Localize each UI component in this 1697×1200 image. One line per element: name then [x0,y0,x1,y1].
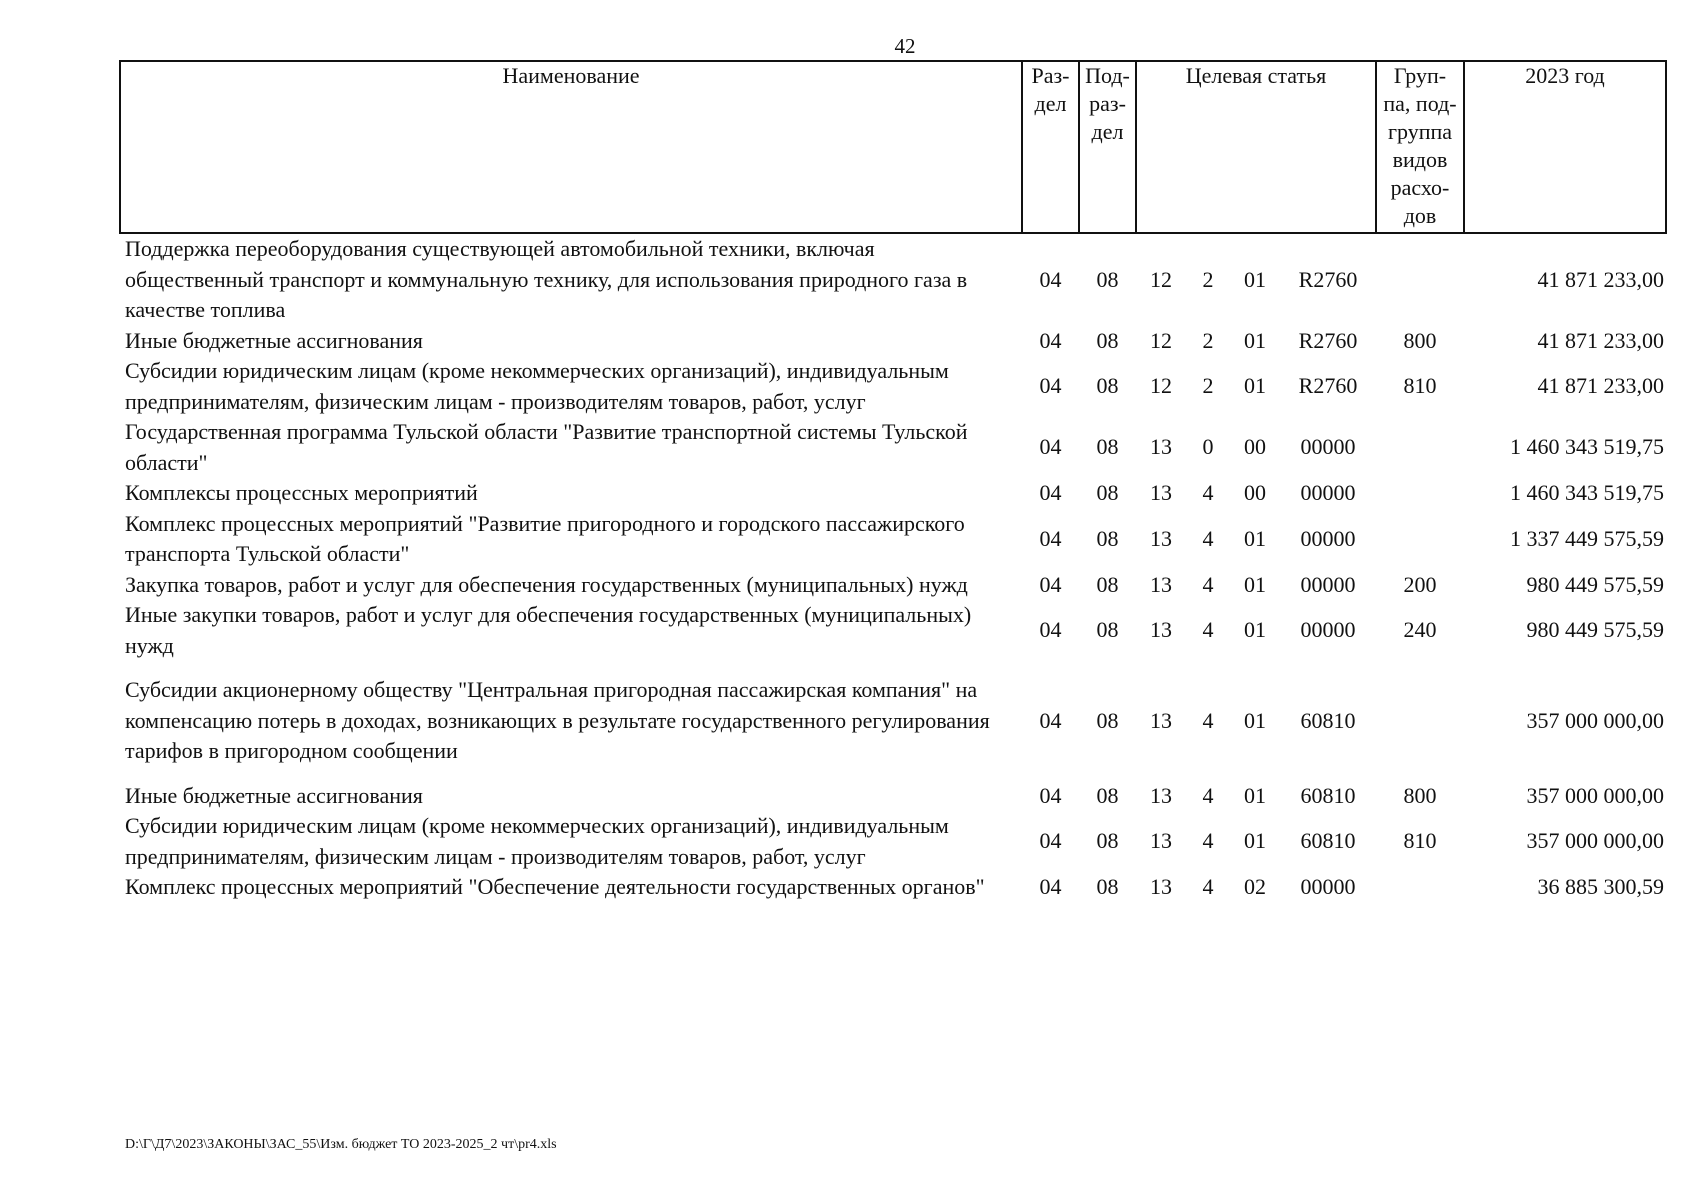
row-razdel: 04 [1039,266,1062,292]
row-podrazdel: 08 [1096,373,1119,399]
row-target-program: 13 [1150,707,1172,733]
row-podrazdel: 08 [1096,617,1119,643]
row-razdel: 04 [1039,707,1062,733]
row-expense-group: 200 [1403,571,1437,597]
row-target-program: 13 [1150,617,1172,643]
row-razdel: 04 [1039,480,1062,505]
row-podrazdel: 08 [1096,434,1119,460]
row-target-type: 0 [1202,434,1214,460]
row-amount: 41 871 233,00 [1537,327,1664,353]
row-podrazdel: 08 [1096,874,1119,899]
row-target-direction: 60810 [1300,707,1356,733]
header-podrazdel: Под- раз- дел [1079,61,1136,233]
row-target-structural: 00 [1244,434,1266,460]
row-expense-group: 800 [1403,327,1437,353]
row-razdel: 04 [1039,617,1062,643]
row-target-type: 2 [1202,266,1214,292]
row-amount: 357 000 000,00 [1526,782,1664,808]
row-amount: 41 871 233,00 [1537,373,1664,399]
row-target-type: 4 [1202,707,1214,733]
row-target-type: 2 [1202,327,1214,353]
table-body [120,233,1666,903]
row-name: Комплекс процессных мероприятий "Развитие пригородного и городского пассажирского транспорта Тульской области" [125,510,965,566]
row-target-direction: R2760 [1298,266,1358,292]
row-target-type: 4 [1202,828,1214,854]
row-amount: 41 871 233,00 [1537,266,1664,292]
row-target-structural: 01 [1244,707,1266,733]
row-expense-group: 800 [1403,782,1437,808]
row-target-structural: 01 [1244,327,1266,353]
row-target-structural: 01 [1244,828,1266,854]
row-target-type: 4 [1202,782,1214,808]
row-podrazdel: 08 [1096,571,1119,597]
table-row [120,356,1666,417]
row-razdel: 04 [1039,327,1062,353]
row-target-program: 13 [1150,828,1172,854]
row-podrazdel: 08 [1096,525,1119,551]
row-target-program: 12 [1150,266,1172,292]
row-podrazdel: 08 [1096,828,1119,854]
row-podrazdel: 08 [1096,327,1119,353]
row-target-direction: 00000 [1300,617,1356,643]
row-target-program: 12 [1150,373,1172,399]
row-target-program: 13 [1150,480,1172,505]
row-name: Поддержка переоборудования существующей автомобильной техники, включая общественный транспорт и коммунальную технику, для использования природного газа в качестве топлива [125,236,968,322]
row-target-direction: 00000 [1300,434,1356,460]
table-row [120,570,1666,601]
row-target-structural: 02 [1244,874,1266,899]
header-year-2023: 2023 год [1464,61,1666,233]
row-target-program: 13 [1150,525,1172,551]
table-row [120,811,1666,872]
table-row [120,600,1666,661]
row-target-structural: 01 [1244,525,1266,551]
row-target-direction: 00000 [1300,525,1356,551]
row-name: Государственная программа Тульской области "Развитие транспортной системы Тульской области" [125,419,968,475]
table-row [120,233,1666,326]
row-amount: 1 460 343 519,75 [1510,480,1664,505]
row-podrazdel: 08 [1096,707,1119,733]
row-podrazdel: 08 [1096,266,1119,292]
row-target-structural: 01 [1244,617,1266,643]
row-name: Субсидии акционерному обществу "Центральная пригородная пассажирская компания" на компенсацию потерь в доходах, возникающих в результате государственного регулирования тарифов в пригородном сообщении [125,677,990,763]
row-name: Субсидии юридическим лицам (кроме некоммерческих организаций), индивидуальным предпринимателям, физическим лицам - производителям товаров, работ, услуг [125,813,949,869]
row-target-program: 13 [1150,874,1172,899]
row-name: Комплексы процессных мероприятий [125,480,478,505]
row-target-direction: R2760 [1298,373,1358,399]
table-row [120,781,1666,812]
row-razdel: 04 [1039,525,1062,551]
row-expense-group: 240 [1403,617,1437,643]
row-razdel: 04 [1039,782,1062,808]
row-target-type: 4 [1202,617,1214,643]
row-target-structural: 01 [1244,266,1266,292]
row-expense-group [1376,872,1464,903]
row-target-type: 4 [1202,571,1214,597]
row-amount: 980 449 575,59 [1526,571,1664,597]
row-target-program: 13 [1150,571,1172,597]
row-expense-group [1376,417,1464,478]
row-target-type: 2 [1202,373,1214,399]
row-amount: 980 449 575,59 [1526,617,1664,643]
table-header [120,61,1666,233]
table-row [120,661,1666,781]
row-razdel: 04 [1039,874,1062,899]
row-razdel: 04 [1039,571,1062,597]
header-razdel: Раз- дел [1022,61,1079,233]
table-row [120,417,1666,478]
row-name: Субсидии юридическим лицам (кроме некоммерческих организаций), индивидуальным предпринимателям, физическим лицам - производителям товаров, работ, услуг [125,358,949,414]
row-podrazdel: 08 [1096,782,1119,808]
header-target-article: Целевая статья [1136,61,1376,233]
row-target-direction: 00000 [1300,874,1356,899]
row-expense-group [1376,233,1464,326]
file-path-footer: D:\Г\Д7\2023\ЗАКОНЫ\ЗАС_55\Изм. бюджет ТО 2023-2025_2 чт\pr4.xls [125,1137,557,1152]
header-name: Наименование [120,61,1022,233]
row-expense-group [1376,661,1464,781]
row-amount: 1 337 449 575,59 [1510,525,1664,551]
row-name: Иные бюджетные ассигнования [125,782,423,808]
table-row [120,326,1666,357]
table-row [120,872,1666,903]
page-number: 42 [894,34,916,58]
row-target-structural: 01 [1244,571,1266,597]
row-target-direction: 60810 [1300,782,1356,808]
table-row [120,509,1666,570]
header-expense-group: Груп- па, под- группа видов расхо- дов [1376,61,1464,233]
row-amount: 36 885 300,59 [1537,874,1664,899]
row-target-structural: 00 [1244,480,1266,505]
row-name: Комплекс процессных мероприятий "Обеспечение деятельности государственных органов" [125,874,985,899]
row-target-program: 12 [1150,327,1172,353]
row-name: Иные бюджетные ассигнования [125,327,423,353]
row-target-direction: R2760 [1298,327,1358,353]
row-target-structural: 01 [1244,782,1266,808]
row-podrazdel: 08 [1096,480,1119,505]
row-target-structural: 01 [1244,373,1266,399]
row-name: Закупка товаров, работ и услуг для обеспечения государственных (муниципальных) нужд [125,571,968,597]
row-expense-group: 810 [1403,373,1437,399]
row-amount: 357 000 000,00 [1526,707,1664,733]
row-expense-group [1376,509,1464,570]
row-razdel: 04 [1039,373,1062,399]
row-razdel: 04 [1039,434,1062,460]
row-expense-group [1376,478,1464,509]
row-target-type: 4 [1202,480,1214,505]
row-target-program: 13 [1150,782,1172,808]
table-row [120,478,1666,509]
row-target-direction: 00000 [1300,480,1356,505]
row-name: Иные закупки товаров, работ и услуг для обеспечения государственных (муниципальных) нужд [125,602,972,658]
budget-table [119,60,1667,903]
row-amount: 1 460 343 519,75 [1510,434,1664,460]
row-amount: 357 000 000,00 [1526,828,1664,854]
row-target-direction: 60810 [1300,828,1356,854]
row-target-type: 4 [1202,874,1214,899]
row-target-type: 4 [1202,525,1214,551]
row-target-program: 13 [1150,434,1172,460]
row-razdel: 04 [1039,828,1062,854]
row-target-direction: 00000 [1300,571,1356,597]
row-expense-group: 810 [1403,828,1437,854]
